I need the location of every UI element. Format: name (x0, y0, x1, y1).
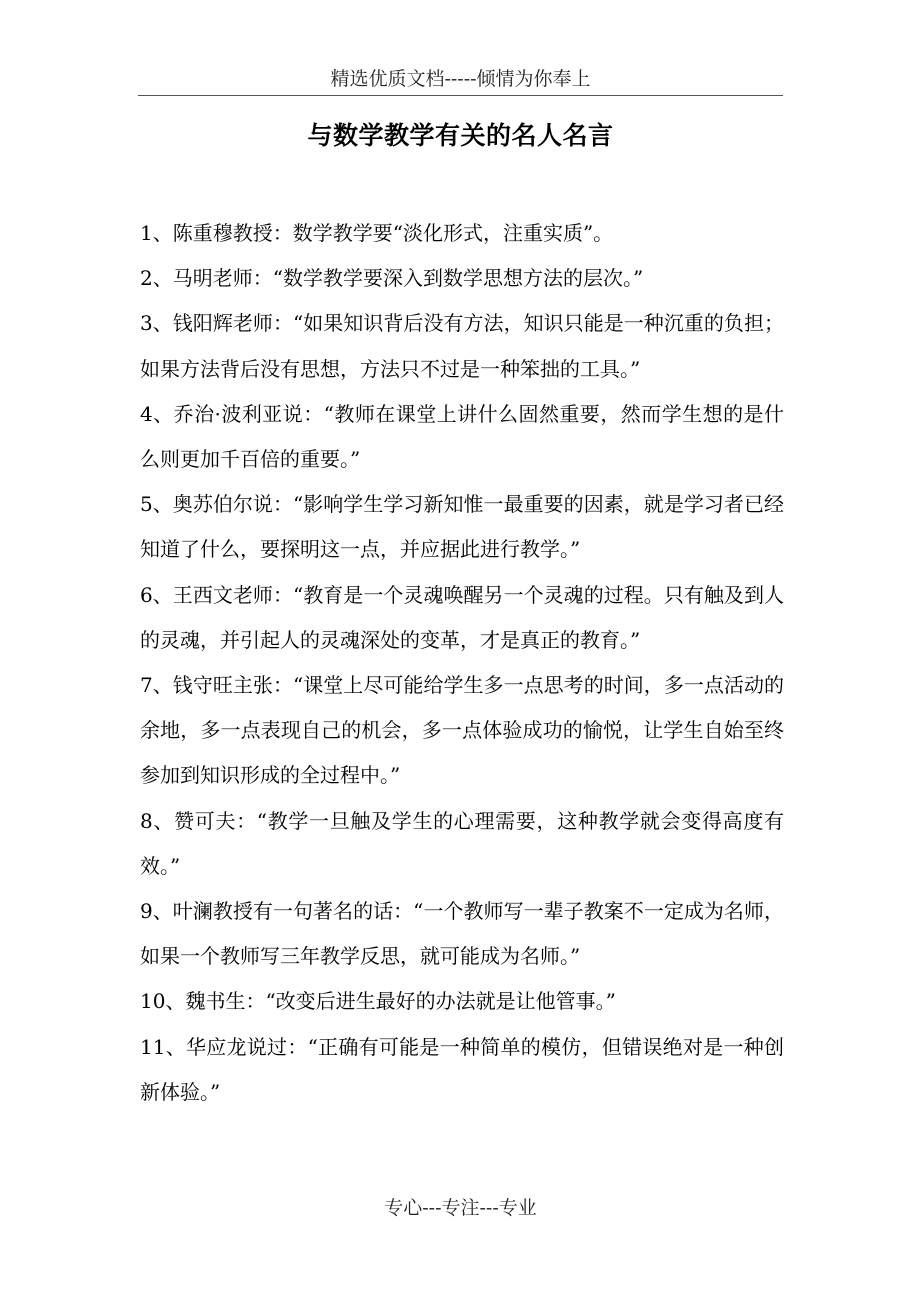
quote-item-1: 1、陈重穆教授：数学教学要“淡化形式，注重实质”。 (140, 221, 614, 245)
quote-item-11: 11、华应龙说过：“正确有可能是一种简单的模仿，但错误绝对是一种创新体验。” (140, 1034, 784, 1104)
document-title: 与数学教学有关的名人名言 (307, 121, 614, 150)
page-footer: 专心---专注---专业 (384, 1197, 537, 1219)
quote-list (140, 211, 784, 1115)
quote-item-6: 6、王西文老师：“教育是一个灵魂唤醒另一个灵魂的过程。只有触及到人的灵魂，并引起人的灵魂深处的变革，才是真正的教育。” (140, 582, 784, 652)
quote-item-3: 3、钱阳辉老师：“如果知识背后没有方法，知识只能是一种沉重的负担；如果方法背后没有思想，方法只不过是一种笨拙的工具。” (140, 311, 784, 381)
quote-item-9: 9、叶澜教授有一句著名的话：“一个教师写一辈子教案不一定成为名师，如果一个教师写三年教学反思，就可能成为名师。” (140, 899, 784, 969)
page-header: 精选优质文档-----倾情为你奉上 (138, 66, 783, 96)
quote-item-4: 4、乔治·波利亚说：“教师在课堂上讲什么固然重要，然而学生想的是什么则更加千百倍的重要。” (140, 401, 784, 472)
quote-item-2: 2、马明老师：“数学教学要深入到数学思想方法的层次。” (140, 266, 644, 291)
quote-item-8: 8、赞可夫：“教学一旦触及学生的心理需要，这种教学就会变得高度有效。” (140, 808, 784, 878)
quote-item-7: 7、钱守旺主张：“课堂上尽可能给学生多一点思考的时间，多一点活动的余地，多一点表现自己的机会，多一点体验成功的愉悦，让学生自始至终参加到知识形成的全过程中。” (140, 673, 784, 788)
quote-item-10: 10、魏书生：“改变后进生最好的办法就是让他管事。” (140, 989, 616, 1014)
quote-item-5: 5、奥苏伯尔说：“影响学生学习新知惟一最重要的因素，就是学习者已经知道了什么，要探明这一点，并应据此进行教学。” (140, 492, 784, 562)
